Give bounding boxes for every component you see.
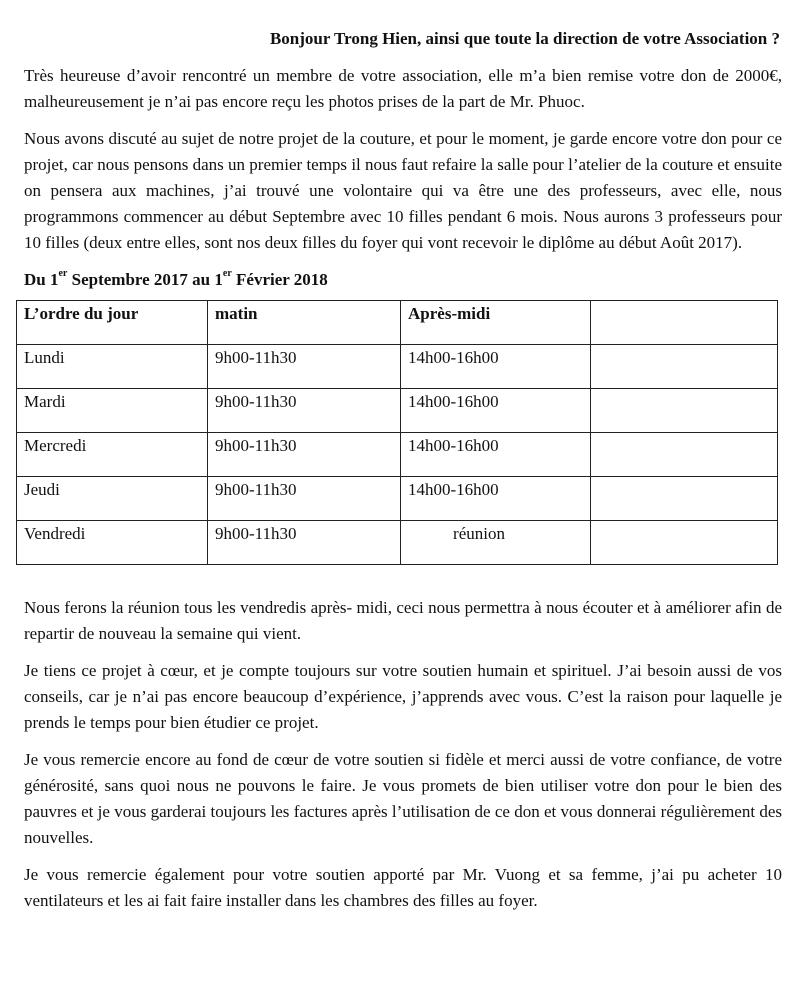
afternoon-cell: 14h00-16h00 (401, 477, 591, 521)
header-cell-empty (591, 301, 778, 345)
date-range-sup-end: er (222, 268, 232, 280)
greeting-line: Bonjour Trong Hien, ainsi que toute la direction de votre Association ? (269, 29, 780, 48)
day-cell: Mardi (17, 389, 208, 433)
paragraph-friday-meeting: Nous ferons la réunion tous les vendredis après- midi, ceci nous permettra à nous écouter et à améliorer afin de repartir de nouveau la semaine qui vient. (24, 598, 782, 643)
morning-cell: 9h00-11h30 (208, 389, 401, 433)
schedule-row-monday (17, 345, 778, 389)
letter-page (24, 26, 782, 925)
day-cell: Mercredi (17, 433, 208, 477)
extra-cell (591, 389, 778, 433)
paragraph-donation-received: Très heureuse d’avoir rencontré un membre de votre association, elle m’a bien remise votre don de 2000€, malheureusement je n’ai pas encore reçu les photos prises de la part de Mr. Phuoc. (24, 66, 782, 111)
day-cell: Lundi (17, 345, 208, 389)
paragraph-sewing-project: Nous avons discuté au sujet de notre projet de la couture, et pour le moment, je garde encore votre don pour ce projet, car nous pensons dans un premier temps il nous faut refaire la salle pour l’atelier de la couture et ensuite on pensera aux machines, j’ai trouvé une volontaire qui va être une des professeurs, avec elle, nous programmons commencer au début Septembre avec 10 filles pendant 6 mois. Nous aurons 3 professeurs pour 10 filles (deux entre elles, sont nos deux filles du foyer qui vont recevoir le diplôme au début Août 2017). (24, 129, 782, 252)
morning-cell: 9h00-11h30 (208, 477, 401, 521)
date-range-text-start: Du 1 (24, 270, 59, 289)
day-cell: Jeudi (17, 477, 208, 521)
day-cell: Vendredi (17, 521, 208, 565)
afternoon-cell: 14h00-16h00 (401, 433, 591, 477)
extra-cell (591, 477, 778, 521)
morning-cell: 9h00-11h30 (208, 433, 401, 477)
header-cell-agenda: L’ordre du jour (17, 301, 208, 345)
morning-cell: 9h00-11h30 (208, 521, 401, 565)
schedule-row-wednesday (17, 433, 778, 477)
date-range-text-middle: Septembre 2017 au 1 (67, 270, 223, 289)
header-cell-afternoon: Après-midi (401, 301, 591, 345)
afternoon-cell-meeting: réunion (401, 521, 591, 565)
header-cell-morning: matin (208, 301, 401, 345)
schedule-row-tuesday (17, 389, 778, 433)
schedule-header-row (17, 301, 778, 345)
paragraph-fans-purchase: Je vous remercie également pour votre soutien apporté par Mr. Vuong et sa femme, j’ai pu acheter 10 ventilateurs et les ai fait faire installer dans les chambres des filles au foyer. (24, 865, 782, 910)
morning-cell: 9h00-11h30 (208, 345, 401, 389)
paragraph-thanks-promise: Je vous remercie encore au fond de cœur de votre soutien si fidèle et merci aussi de votre confiance, de votre générosité, sans quoi nous ne pouvons le faire. Je vous promets de bien utiliser votre don pour le bien des pauvres et je vous garderai toujours les factures après l’utilisation de ce don et vous donnerai régulièrement des nouvelles. (24, 750, 782, 847)
date-range-text-end: Février 2018 (231, 270, 328, 289)
schedule-row-thursday (17, 477, 778, 521)
extra-cell (591, 521, 778, 565)
schedule-date-range (24, 267, 782, 293)
afternoon-cell: 14h00-16h00 (401, 389, 591, 433)
schedule-table (16, 300, 778, 565)
schedule-row-friday (17, 521, 778, 565)
extra-cell (591, 433, 778, 477)
date-range-sup-start: er (58, 268, 68, 280)
extra-cell (591, 345, 778, 389)
afternoon-cell: 14h00-16h00 (401, 345, 591, 389)
paragraph-support-advice: Je tiens ce projet à cœur, et je compte toujours sur votre soutien humain et spirituel. J’ai besoin aussi de vos conseils, car je n’ai pas encore beaucoup d’expérience, j’apprends avec vous. C’est la raison pour laquelle je prends le temps pour bien étudier ce projet. (24, 661, 782, 732)
